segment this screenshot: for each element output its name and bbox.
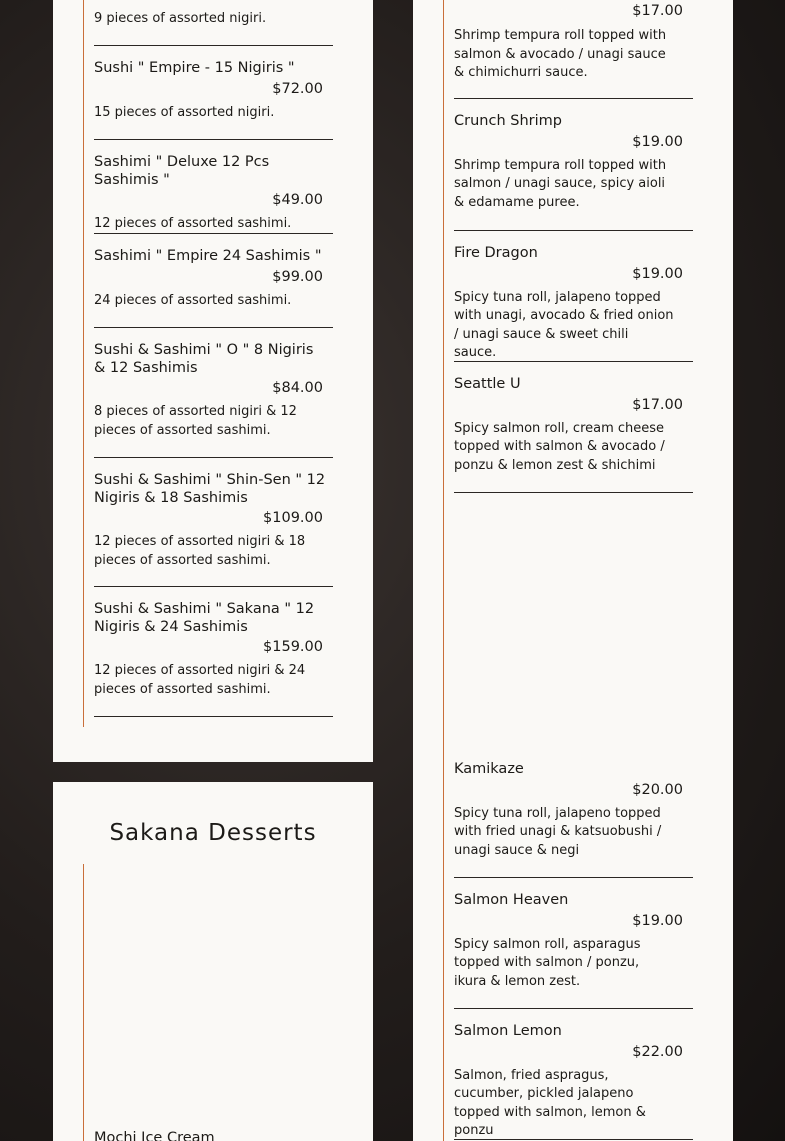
item-divider — [454, 361, 693, 362]
menu-item — [454, 0, 693, 99]
item-description: Shrimp tempura roll topped with salmon / unagi sauce, spicy aioli & edamame puree. — [454, 157, 667, 210]
item-description: 9 pieces of assorted nigiri. — [94, 11, 267, 26]
accent-rule — [83, 0, 84, 727]
item-divider — [94, 233, 333, 234]
menu-card-rolls — [413, 0, 733, 1141]
item-divider — [94, 457, 333, 458]
item-name: Seattle U — [454, 376, 521, 392]
menu-item — [94, 472, 333, 587]
item-description: Salmon, fried aspragus, cucumber, pickled jalapeno topped with salmon, lemon & ponzu — [454, 1067, 646, 1138]
menu-item — [94, 248, 333, 328]
item-divider — [94, 327, 333, 328]
menu-card-sushi-sashimi — [53, 0, 373, 762]
item-price: $72.00 — [272, 80, 323, 97]
item-description: 8 pieces of assorted nigiri & 12 pieces of assorted sashimi. — [94, 404, 297, 438]
item-divider — [94, 139, 333, 140]
item-description: Spicy salmon roll, asparagus topped with salmon / ponzu, ikura & lemon zest. — [454, 936, 641, 989]
item-price: $84.00 — [272, 380, 323, 396]
item-price: $109.00 — [263, 510, 323, 526]
item-name: Salmon Lemon — [454, 1023, 562, 1039]
item-price: $19.00 — [632, 912, 683, 929]
menu-item — [454, 892, 693, 1009]
menu-item — [94, 154, 333, 234]
item-name: Sushi " Empire - 15 Nigiris " — [94, 60, 295, 76]
menu-item — [454, 376, 693, 493]
item-divider — [454, 230, 693, 231]
item-name: Sushi & Sashimi " Sakana " 12 Nigiris & 24 Sashimis — [94, 601, 315, 635]
item-name: Salmon Heaven — [454, 892, 569, 908]
item-price: $17.00 — [632, 3, 683, 19]
item-description: 15 pieces of assorted nigiri. — [94, 104, 275, 120]
item-price: $17.00 — [632, 396, 683, 413]
item-name: Sashimi " Empire 24 Sashimis " — [94, 248, 322, 264]
menu-item — [94, 342, 333, 458]
menu-item — [454, 1023, 693, 1140]
menu-item — [454, 245, 693, 362]
item-description: 24 pieces of assorted sashimi. — [94, 292, 292, 308]
item-divider — [454, 1139, 693, 1140]
item-description: Spicy tuna roll, jalapeno topped with unagi, avocado & fried onion / unagi sauce & sweet chili sauce. — [454, 289, 674, 360]
accent-rule — [83, 864, 84, 1141]
menu-item — [454, 113, 693, 231]
item-name: Crunch Shrimp — [454, 113, 562, 129]
menu-item — [94, 1130, 333, 1141]
item-description: 12 pieces of assorted sashimi. — [94, 216, 292, 231]
item-price: $19.00 — [632, 133, 683, 150]
item-price: $159.00 — [263, 639, 323, 655]
menu-item — [94, 0, 333, 46]
item-name: Kamikaze — [454, 761, 524, 777]
item-description: Spicy tuna roll, jalapeno topped with fried unagi & katsuobushi / unagi sauce & negi — [454, 805, 662, 858]
item-description: Shrimp tempura roll topped with salmon & avocado / unagi sauce & chimichurri sauce. — [454, 28, 667, 80]
item-price: $19.00 — [632, 265, 683, 282]
item-divider — [454, 492, 693, 493]
item-name: Mochi Ice Cream — [94, 1130, 215, 1141]
menu-card-desserts — [53, 782, 373, 1141]
item-divider — [94, 716, 333, 717]
item-price: $99.00 — [272, 268, 323, 285]
item-name: Sushi & Sashimi " O " 8 Nigiris & 12 Sashimis — [94, 342, 314, 376]
item-description: 12 pieces of assorted nigiri & 24 pieces of assorted sashimi. — [94, 663, 306, 697]
item-divider — [454, 877, 693, 878]
item-price — [272, 0, 333, 3]
item-divider — [454, 1008, 693, 1009]
accent-rule — [443, 0, 444, 1141]
item-divider — [94, 45, 333, 46]
section-title: Sakana Desserts — [109, 820, 317, 846]
item-description: Spicy salmon roll, cream cheese topped with salmon & avocado / ponzu & lemon zest & shichimi — [454, 420, 665, 473]
item-description: 12 pieces of assorted nigiri & 18 pieces of assorted sashimi. — [94, 534, 306, 568]
menu-item — [94, 601, 333, 717]
item-name: Fire Dragon — [454, 245, 538, 261]
item-price: $20.00 — [632, 781, 683, 798]
item-price: $22.00 — [632, 1043, 683, 1060]
menu-item — [94, 60, 333, 140]
menu-item — [454, 761, 693, 878]
item-divider — [94, 586, 333, 587]
item-divider — [454, 98, 693, 99]
item-price: $49.00 — [272, 192, 323, 208]
item-name: Sashimi " Deluxe 12 Pcs Sashimis " — [94, 154, 270, 188]
item-name: Sushi & Sashimi " Shin-Sen " 12 Nigiris & 18 Sashimis — [94, 472, 326, 506]
